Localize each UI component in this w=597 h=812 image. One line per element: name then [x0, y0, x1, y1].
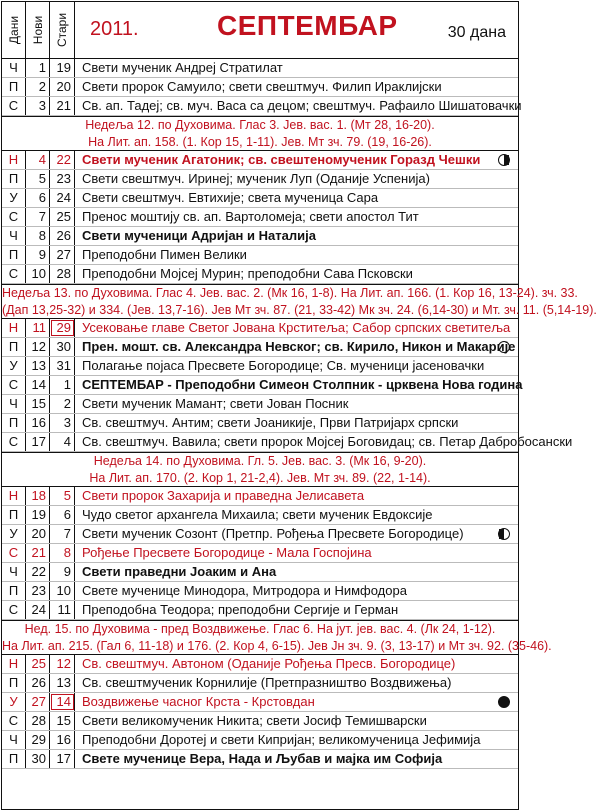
old-date-cell: 10 [50, 582, 75, 600]
day-row [2, 357, 518, 376]
new-date-cell: 17 [26, 433, 50, 451]
new-date-cell: 21 [26, 544, 50, 562]
note-line: Недеља 13. по Духовима. Глас 4. Јев. вас. 2. (Мк 16, 1-8). На Лит. ап. 166. (1. Кор 16, 13-24). зч. 33. [2, 286, 578, 300]
day-row [2, 563, 518, 582]
day-row [2, 376, 523, 395]
old-date-cell: 16 [50, 731, 75, 749]
weekday-cell: П [2, 338, 26, 356]
new-date-cell: 4 [26, 151, 50, 169]
weekday-cell: С [2, 544, 26, 562]
day-row [2, 674, 518, 693]
new-date-cell: 27 [26, 693, 50, 711]
weekday-cell: С [2, 208, 26, 226]
feast-text: Свети праведни Јоаким и Ана [82, 564, 277, 579]
note-line: На Лит. ап. 170. (2. Кор 1, 21-2,4). Јев. Мт зч. 89. (22, 1-14). [89, 470, 431, 485]
feast-text: Св. ап. Тадеј; св. муч. Васа са децом; свештмуч. Рафаило Шишатовачки [82, 98, 522, 113]
old-date-cell: 26 [50, 227, 75, 245]
old-date-cell: 3 [50, 414, 75, 432]
new-date-cell: 23 [26, 582, 50, 600]
week-group [2, 487, 518, 621]
old-date-cell: 15 [50, 712, 75, 730]
sunday-readings-note [2, 453, 518, 487]
feast-text: Св. свештмученик Корнилије (Претпразништво Воздвижења) [82, 675, 452, 690]
feast-text: Свети мученици Адријан и Наталија [82, 228, 316, 243]
new-date-cell: 7 [26, 208, 50, 226]
weekday-cell: С [2, 712, 26, 730]
day-row [2, 319, 518, 338]
day-row [2, 59, 518, 78]
new-date-cell: 29 [26, 731, 50, 749]
feast-text: Рођење Пресвете Богородице - Мала Госпојина [82, 545, 372, 560]
col-header-days [2, 2, 26, 58]
col-label-days: Дани [6, 15, 21, 45]
weekday-cell: Ч [2, 563, 26, 581]
day-row [2, 265, 518, 284]
weekday-cell: У [2, 357, 26, 375]
calendar-header [2, 2, 518, 59]
weekday-cell: С [2, 265, 26, 283]
weekday-cell: Н [2, 151, 26, 169]
weekday-cell: С [2, 601, 26, 619]
weekday-cell: П [2, 506, 26, 524]
week-group [2, 59, 522, 117]
day-row [2, 414, 518, 433]
new-date-cell: 13 [26, 357, 50, 375]
weekday-cell: П [2, 674, 26, 692]
day-row [2, 750, 518, 769]
old-date-cell: 14 [50, 693, 75, 711]
feast-text: Преподобна Теодора; преподобни Сергије и Герман [82, 602, 399, 617]
feast-text: Свете мученице Минодора, Митродора и Нимфодора [82, 583, 407, 598]
old-date-cell: 2 [50, 395, 75, 413]
new-date-cell: 9 [26, 246, 50, 264]
calendar-page [1, 1, 597, 810]
feast-text: Свети мученик Андреј Стратилат [82, 60, 283, 75]
old-date-cell: 23 [50, 170, 75, 188]
new-date-cell: 5 [26, 170, 50, 188]
day-row [2, 433, 573, 452]
day-row [2, 208, 518, 227]
weekday-cell: Ч [2, 59, 26, 77]
weekday-cell: С [2, 97, 26, 115]
moon-phase-icon [498, 696, 510, 708]
feast-text: Преподобни Мојсеј Мурин; преподобни Сава Псковски [82, 266, 413, 281]
day-row [2, 525, 518, 544]
week-group [2, 319, 573, 453]
old-date-cell: 24 [50, 189, 75, 207]
old-date-cell: 12 [50, 655, 75, 673]
new-date-cell: 18 [26, 487, 50, 505]
new-date-cell: 6 [26, 189, 50, 207]
day-row [2, 712, 518, 731]
new-date-cell: 10 [26, 265, 50, 283]
day-row [2, 338, 518, 357]
feast-text: Свете мученице Вера, Нада и Љубав и мајка им Софија [82, 751, 443, 766]
day-row [2, 731, 518, 750]
weekday-cell: Н [2, 319, 26, 337]
new-date-cell: 12 [26, 338, 50, 356]
old-date-cell: 28 [50, 265, 75, 283]
old-date-cell: 11 [50, 601, 75, 619]
new-date-cell: 1 [26, 59, 50, 77]
old-date-cell: 9 [50, 563, 75, 581]
weekday-cell: Ч [2, 227, 26, 245]
old-date-cell: 20 [50, 78, 75, 96]
feast-text: Свети мученик Созонт (Претпр. Рођења Пресвете Богородице) [82, 526, 464, 541]
weekday-cell: П [2, 582, 26, 600]
weekday-cell: П [2, 750, 26, 768]
moon-phase-icon [498, 154, 510, 166]
weekday-cell: Н [2, 487, 26, 505]
weekday-cell: Ч [2, 395, 26, 413]
week-group [2, 655, 518, 769]
feast-text: Усековање главе Светог Јована Крститеља; Сабор српских светитеља [82, 320, 511, 335]
note-line: Нед. 15. по Духовима - пред Воздвижење. Глас 6. На јут. јев. вас. 4. (Лк 24, 1-12). [24, 622, 496, 636]
weekday-cell: С [2, 433, 26, 451]
new-date-cell: 25 [26, 655, 50, 673]
old-date-cell: 30 [50, 338, 75, 356]
feast-text: Свети мученик Мамант; свети Јован Посник [82, 396, 349, 411]
new-date-cell: 20 [26, 525, 50, 543]
feast-text: Св. свештмуч. Автоном (Оданије Рођења Пресв. Богородице) [82, 656, 456, 671]
day-row [2, 170, 518, 189]
sunday-readings-note [2, 285, 597, 319]
weekday-cell: П [2, 170, 26, 188]
col-label-new: Нови [30, 15, 45, 45]
day-row [2, 601, 518, 620]
new-date-cell: 26 [26, 674, 50, 692]
old-date-cell: 13 [50, 674, 75, 692]
old-date-cell: 22 [50, 151, 75, 169]
day-row [2, 582, 518, 601]
new-date-cell: 19 [26, 506, 50, 524]
feast-text: Чудо светог архангела Михаила; свети мученик Евдоксије [82, 507, 433, 522]
weekday-cell: С [2, 376, 26, 394]
old-date-cell: 31 [50, 357, 75, 375]
weekday-cell: У [2, 189, 26, 207]
old-date-cell: 17 [50, 750, 75, 768]
note-line: На Лит. ап. 215. (Гал 6, 11-18) и 176. (2. Кор 4, 6-15). Јев Јн зч. 9. (3, 13-17) и Мт зч. 92. (35-46). [2, 638, 552, 653]
new-date-cell: 16 [26, 414, 50, 432]
feast-text: Свети пророк Захарија и праведна Јелисавета [82, 488, 365, 503]
old-date-cell: 5 [50, 487, 75, 505]
old-date-cell: 7 [50, 525, 75, 543]
day-row [2, 395, 518, 414]
feast-text: Преподобни Пимен Велики [82, 247, 247, 262]
sunday-readings-note [2, 117, 518, 151]
feast-text: Свети великомученик Никита; свети Јосиф Темишварски [82, 713, 427, 728]
calendar-body [2, 59, 597, 769]
day-row [2, 78, 518, 97]
feast-text: Полагање појаса Пресвете Богородице; Св. мученици јасеновачки [82, 358, 485, 373]
old-date-cell: 21 [50, 97, 75, 115]
col-header-old [50, 2, 75, 58]
feast-text: Пренос моштију св. ап. Вартоломеја; свети апостол Тит [82, 209, 419, 224]
month-title: СЕПТЕМБАР [217, 10, 398, 41]
feast-text: Свети свештмуч. Иринеј; мученик Луп (Оданије Успенија) [82, 171, 430, 186]
week-group [2, 151, 518, 285]
new-date-cell: 11 [26, 319, 50, 337]
weekday-cell: У [2, 525, 26, 543]
weekday-cell: П [2, 414, 26, 432]
old-date-cell: 8 [50, 544, 75, 562]
feast-text: Свети мученик Агатоник; св. свештеномученик Горазд Чешки [82, 152, 481, 167]
feast-text: Св. свештмуч. Вавила; свети пророк Мојсеј Боговидац; св. Петар Дабробосански [82, 434, 573, 449]
feast-text: Свети пророк Самуило; свети свештмуч. Филип Ираклијски [82, 79, 442, 94]
day-row [2, 506, 518, 525]
feast-text: Прен. мошт. св. Александра Невског; св. Кирило, Никон и Макарије [82, 339, 516, 354]
day-row [2, 151, 518, 170]
new-date-cell: 15 [26, 395, 50, 413]
days-count: 30 дана [447, 24, 506, 41]
col-label-old: Стари [55, 12, 69, 48]
day-row [2, 693, 518, 712]
day-row [2, 246, 518, 265]
new-date-cell: 28 [26, 712, 50, 730]
feast-text: Воздвижење часног Крста - Крстовдан [82, 694, 315, 709]
sunday-readings-note [2, 621, 552, 655]
new-date-cell: 3 [26, 97, 50, 115]
old-date-cell: 1 [50, 376, 75, 394]
weekday-cell: У [2, 693, 26, 711]
weekday-cell: Н [2, 655, 26, 673]
moon-phase-icon [498, 341, 510, 353]
new-date-cell: 2 [26, 78, 50, 96]
old-date-cell: 4 [50, 433, 75, 451]
old-date-cell: 25 [50, 208, 75, 226]
note-line: Недеља 12. по Духовима. Глас 3. Јев. вас. 1. (Мт 28, 16-20). [85, 118, 435, 132]
day-row [2, 189, 518, 208]
old-date-cell: 6 [50, 506, 75, 524]
day-row [2, 655, 518, 674]
day-row [2, 97, 522, 116]
day-row [2, 544, 518, 563]
new-date-cell: 24 [26, 601, 50, 619]
weekday-cell: Ч [2, 731, 26, 749]
new-date-cell: 14 [26, 376, 50, 394]
year-label: 2011. [90, 18, 139, 40]
day-row [2, 227, 518, 246]
old-date-cell: 29 [50, 319, 75, 337]
feast-text: Свети свештмуч. Евтихије; света мученица Сара [82, 190, 379, 205]
weekday-cell: П [2, 78, 26, 96]
new-date-cell: 22 [26, 563, 50, 581]
col-header-new [26, 2, 50, 58]
feast-text: Св. свештмуч. Антим; свети Јоаникије, Први Патријарх српски [82, 415, 459, 430]
old-date-cell: 27 [50, 246, 75, 264]
weekday-cell: П [2, 246, 26, 264]
new-date-cell: 8 [26, 227, 50, 245]
feast-text: СЕПТЕМБАР - Преподобни Симеон Столпник - црквена Нова година [82, 377, 523, 392]
day-row [2, 487, 518, 506]
note-line: (Дап 13,25-32) и 334. (Јев. 13,7-16). Јев Мт зч. 87. (21, 33-42) Мк зч. 24. (6,14-30) и Мт. зч. 11. (5,14-19). [2, 302, 597, 317]
new-date-cell: 30 [26, 750, 50, 768]
note-line: На Лит. ап. 158. (1. Кор 15, 1-11). Јев. Мт зч. 79. (19, 16-26). [88, 134, 432, 149]
moon-phase-icon [498, 528, 510, 540]
note-line: Недеља 14. по Духовима. Гл. 5. Јев. вас. 3. (Мк 16, 9-20). [93, 454, 427, 468]
feast-text: Преподобни Доротеј и свети Кипријан; великомученица Јефимија [82, 732, 481, 747]
old-date-cell: 19 [50, 59, 75, 77]
